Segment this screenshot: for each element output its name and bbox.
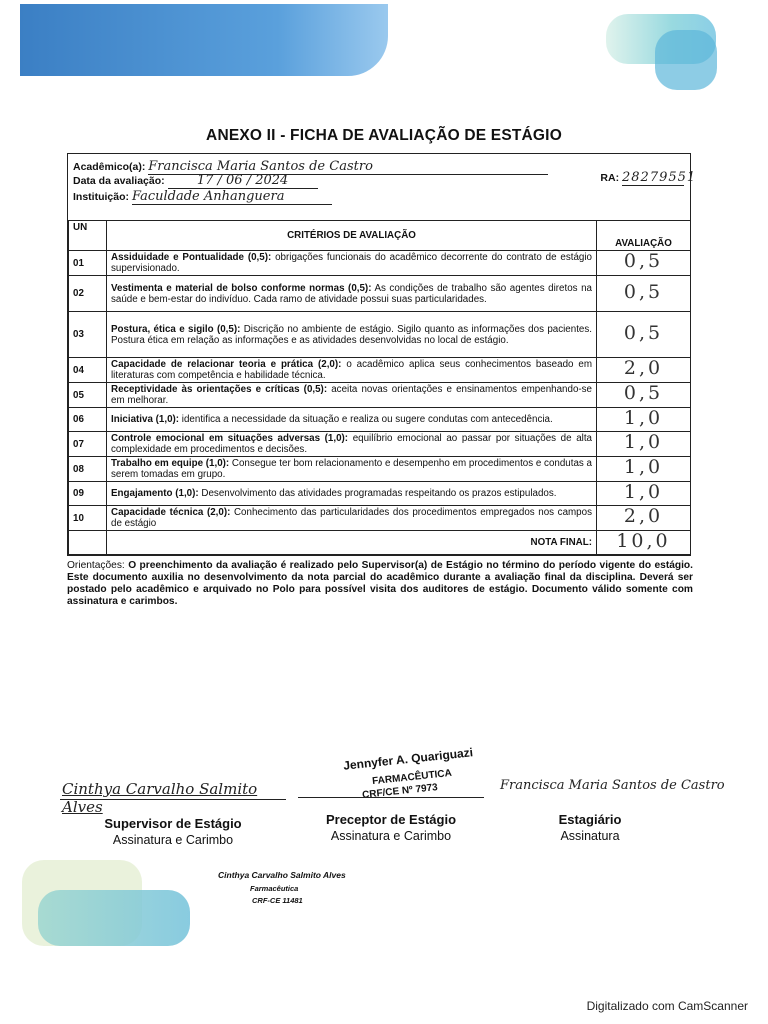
preceptor-stamp-line2: CRF/CE Nº 7973: [361, 782, 439, 801]
scanner-footer: Digitalizado com CamScanner: [586, 999, 748, 1013]
ra-row: [600, 170, 697, 186]
preceptor-stamp-name: Jennyfer A. Quariguazi: [342, 745, 474, 773]
orientacoes-paragraph: [67, 560, 693, 608]
table-row: [69, 408, 691, 432]
preceptor-signature-line: [298, 797, 484, 798]
row-value: [597, 482, 691, 506]
nota-final-row: [69, 531, 691, 555]
criterion-title: Capacidade de relacionar teoria e prática (2,0):: [111, 359, 342, 370]
criterion-title: Capacidade técnica (2,0):: [111, 507, 231, 518]
table-row: [69, 506, 691, 531]
criterion-title: Trabalho em equipe (1,0):: [111, 458, 230, 469]
grade-value: 0,5: [623, 280, 664, 303]
row-un: 02: [69, 276, 107, 312]
grade-value: 1,0: [623, 480, 664, 503]
ra-label: RA:: [600, 172, 620, 184]
estagiario-sub: Assinatura: [560, 829, 620, 843]
criterion-desc: o acadêmico aplica seus conhecimentos baseado em literaturas com competência e habilidade técnica.: [111, 359, 592, 381]
row-value: [597, 506, 691, 531]
table-header: [69, 221, 691, 251]
row-criterion: [107, 506, 597, 531]
grade-value: 0,5: [623, 382, 664, 404]
supervisor-role: Supervisor de Estágio: [104, 816, 242, 831]
criterion-desc: identifica a necessidade da situação e realiza ou sugere condutas com antecedência.: [181, 414, 553, 425]
row-value: [597, 383, 691, 408]
estagiario-signature: Francisca Maria Santos de Castro: [500, 778, 725, 793]
data-avaliacao-value: 17 / 06 / 2024: [168, 173, 318, 189]
supervisor-signature: Cinthya Carvalho Salmito Alves: [62, 780, 258, 816]
decorative-blue-shape-top-left: [20, 4, 388, 76]
table-row: [69, 312, 691, 358]
row-un: 06: [69, 408, 107, 432]
row-value: [597, 358, 691, 383]
table-row: [69, 482, 691, 506]
criterion-title: Postura, ética e sigilo (0,5):: [111, 323, 241, 335]
criterion-desc: Consegue ter bom relacionamento e desempenho em procedimentos e condutas a serem tomadas em grupo.: [111, 458, 592, 480]
row-value: [597, 312, 691, 358]
row-criterion: [107, 432, 597, 457]
preceptor-role: Preceptor de Estágio: [325, 812, 457, 827]
criterion-desc: Conhecimento das particularidades dos procedimentos empregados nos campos de estágio: [111, 507, 592, 529]
row-un: 03: [69, 312, 107, 358]
supervisor-sub: Assinatura e Carimbo: [112, 833, 234, 847]
row-un: 05: [69, 383, 107, 408]
document-title: ANEXO II - FICHA DE AVALIAÇÃO DE ESTÁGIO: [206, 127, 562, 144]
criteria-table: [68, 220, 691, 555]
nota-final-cell: [597, 531, 691, 555]
decorative-blue-shape-top-right: [655, 30, 717, 90]
nota-spacer: [69, 531, 107, 555]
orientacoes-text: O preenchimento da avaliação é realizado pelo Supervisor(a) de Estágio no término do período vigente do estágio. Este documento auxilia no desenvolvimento da nota parcial do acadêmico durante a avaliação final da disciplina. Deverá ser postado pelo acadêmico e arquivado no Polo para possível visita dos auditores de estágio. Documento válido somente com assinatura e carimbos.: [67, 560, 693, 607]
decorative-blue-shape-bottom-left: [38, 890, 190, 946]
data-avaliacao-label: Data da avaliação:: [73, 175, 165, 187]
criterion-desc: aceita novas orientações e ensinamentos empenhando-se em melhorar.: [111, 384, 593, 406]
grade-value: 0,5: [623, 321, 664, 344]
row-un: 08: [69, 457, 107, 482]
grade-value: 0,5: [623, 250, 664, 272]
row-value: [597, 408, 691, 432]
criterion-title: Engajamento (1,0):: [111, 488, 199, 499]
criterion-title: Vestimenta e material de bolso conforme normas (0,5):: [111, 282, 372, 294]
row-value: [597, 276, 691, 312]
supervisor-signature-line: [60, 799, 286, 800]
supervisor-stamp-line1: Cinthya Carvalho Salmito Alves: [218, 870, 346, 880]
row-criterion: [107, 358, 597, 383]
grade-value: 1,0: [623, 431, 664, 453]
row-un: 01: [69, 251, 107, 276]
estagiario-role: Estagiário: [558, 812, 622, 827]
ra-value: 28279551: [622, 170, 697, 185]
row-criterion: [107, 312, 597, 358]
table-row: [69, 251, 691, 276]
row-value: [597, 457, 691, 482]
data-avaliacao-row: [73, 173, 318, 189]
criterion-desc: Desenvolvimento das atividades programadas respeitando os prazos estipulados.: [201, 488, 557, 499]
supervisor-stamp-line3: CRF-CE 11481: [252, 896, 303, 905]
instituicao-value: Faculdade Anhanguera: [132, 189, 332, 205]
row-criterion: [107, 457, 597, 482]
row-value: [597, 251, 691, 276]
instituicao-row: [73, 189, 332, 205]
criterion-title: Controle emocional em situações adversas (1,0):: [111, 433, 349, 444]
row-criterion: [107, 276, 597, 312]
row-criterion: [107, 408, 597, 432]
row-value: [597, 432, 691, 457]
grade-value: 2,0: [623, 357, 664, 379]
criterion-title: Iniciativa (1,0):: [111, 414, 180, 425]
grade-value: 1,0: [623, 406, 664, 429]
preceptor-stamp-line1: FARMACÊUTICA: [371, 767, 453, 788]
grade-value: 1,0: [623, 456, 664, 478]
criterion-title: Assiduidade e Pontualidade (0,5):: [111, 252, 272, 263]
nota-final-value: 10,0: [616, 529, 671, 552]
table-row: [69, 358, 691, 383]
row-criterion: [107, 251, 597, 276]
nota-final-label: NOTA FINAL:: [107, 531, 597, 555]
criterion-desc: obrigações funcionais do acadêmico decorrente do contrato de estágio supervisionado.: [111, 252, 592, 274]
row-un: 09: [69, 482, 107, 506]
row-un: 04: [69, 358, 107, 383]
row-un: 10: [69, 506, 107, 531]
table-row: [69, 383, 691, 408]
criterion-desc: As condições de trabalho são agentes diretos na saúde e bem-estar do indivíduo. Cada ramo de atividade possui suas particularidades.: [111, 282, 592, 305]
row-un: 07: [69, 432, 107, 457]
criterion-desc: Discrição no ambiente de estágio. Sigilo quanto as informações dos pacientes. Postura ética em relação as informações e as atividades desenvolvidas no local de estágio.: [111, 323, 592, 346]
table-row: [69, 276, 691, 312]
preceptor-sub: Assinatura e Carimbo: [330, 829, 452, 843]
instituicao-label: Instituição:: [73, 191, 130, 203]
table-row: [69, 432, 691, 457]
orientacoes-label: Orientações:: [67, 560, 125, 571]
row-criterion: [107, 482, 597, 506]
supervisor-stamp-line2: Farmacêutica: [250, 884, 299, 893]
grade-value: 2,0: [623, 505, 664, 527]
evaluation-form: [67, 153, 697, 556]
table-row: [69, 457, 691, 482]
academico-label: Acadêmico(a):: [73, 161, 146, 173]
criterion-desc: equilíbrio emocional ao passar por situações de alta complexidade em procedimentos e decisões.: [111, 433, 592, 455]
col-avaliacao-header: AVALIAÇÃO: [597, 221, 691, 251]
criterion-title: Receptividade às orientações e críticas (0,5):: [111, 384, 328, 395]
academico-value: Francisca Maria Santos de Castro: [148, 159, 548, 175]
col-un-header: UN: [69, 221, 107, 251]
col-criterios-header: CRITÉRIOS DE AVALIAÇÃO: [107, 221, 597, 251]
row-criterion: [107, 383, 597, 408]
